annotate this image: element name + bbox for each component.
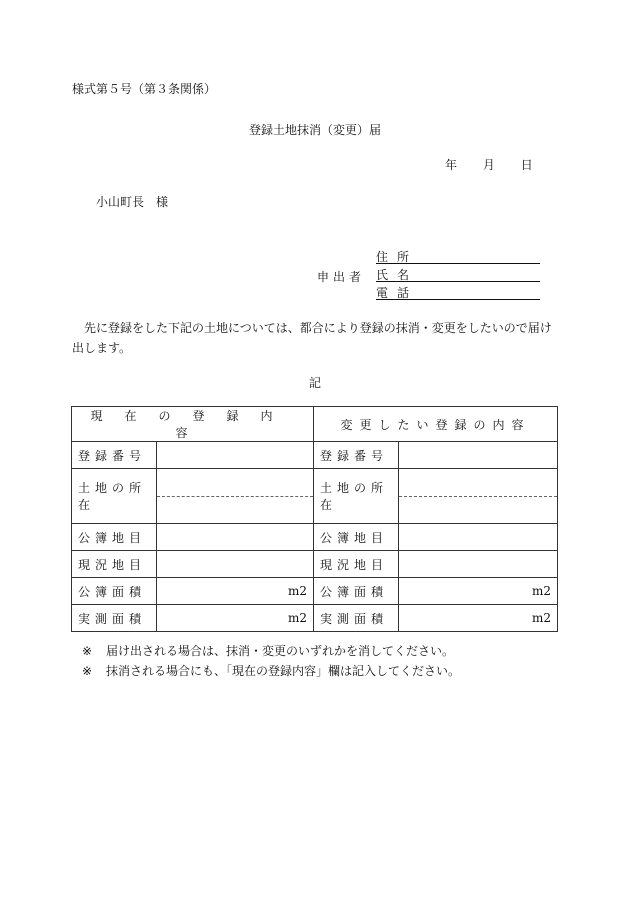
row-label-change: 現況地目 [314,551,399,578]
row-label-current: 公簿地目 [72,524,157,551]
table-row [72,551,558,578]
header-current-content: 現在の登録内容 [72,407,314,442]
unit-label: m2 [288,611,308,625]
row-label-change: 公簿地目 [314,524,399,551]
date-line [445,156,533,173]
note-mark: ※ [82,644,93,658]
table-row [72,578,558,605]
phone-label: 電話 [376,286,419,300]
row-label-change: 土地の所在 [314,469,399,524]
note-text: 届け出される場合は、抹消・変更のいずれかを消してください。 [106,644,455,658]
registration-table [71,406,558,632]
applicant-label: 申出者 [317,270,366,284]
row-label-change: 公簿面積 [314,578,399,605]
row-label-current: 登録番号 [72,442,157,469]
name-label: 氏名 [376,268,419,282]
note-text: 抹消される場合にも、「現在の登録内容」欄は記入してください。 [106,664,461,678]
value-cell-change[interactable] [399,605,558,632]
unit-label: m2 [532,584,552,598]
header-change-content: 変更したい登録の内容 [314,407,558,442]
row-label-change: 実測面積 [314,605,399,632]
value-cell-change[interactable] [399,469,558,524]
unit-label: m2 [288,584,308,598]
row-label-change: 登録番号 [314,442,399,469]
address-label: 住所 [376,250,419,264]
body-text: 先に登録をした下記の土地については、都合により登録の抹消・変更をしたいので届け出します。 [72,321,552,355]
date-year-label: 年 [445,158,458,172]
note-mark: ※ [82,664,93,678]
name-field[interactable] [376,266,540,282]
form-number: 様式第５号（第３条関係） [72,82,217,96]
ki-heading: 記 [308,376,321,390]
row-label-current: 公簿面積 [72,578,157,605]
date-day-label: 日 [520,158,533,172]
document-title: 登録土地抹消（変更）届 [248,123,381,137]
row-label-current: 実測面積 [72,605,157,632]
value-cell-change[interactable] [399,524,558,551]
table-row [72,469,558,524]
value-cell-current[interactable] [157,442,314,469]
value-cell-change[interactable] [399,578,558,605]
note-2 [82,662,460,679]
phone-field[interactable] [376,284,540,300]
row-label-current: 土地の所在 [72,469,157,524]
value-cell-current[interactable] [157,605,314,632]
unit-label: m2 [532,611,552,625]
address-field[interactable] [376,248,540,264]
addressee: 小山町長 様 [96,195,169,209]
value-cell-change[interactable] [399,551,558,578]
note-1 [82,642,454,659]
value-cell-current[interactable] [157,524,314,551]
table-row [72,442,558,469]
row-label-current: 現況地目 [72,551,157,578]
value-cell-change[interactable] [399,442,558,469]
value-cell-current[interactable] [157,469,314,524]
table-row [72,605,558,632]
value-cell-current[interactable] [157,551,314,578]
table-row [72,524,558,551]
date-month-label: 月 [482,158,495,172]
value-cell-current[interactable] [157,578,314,605]
